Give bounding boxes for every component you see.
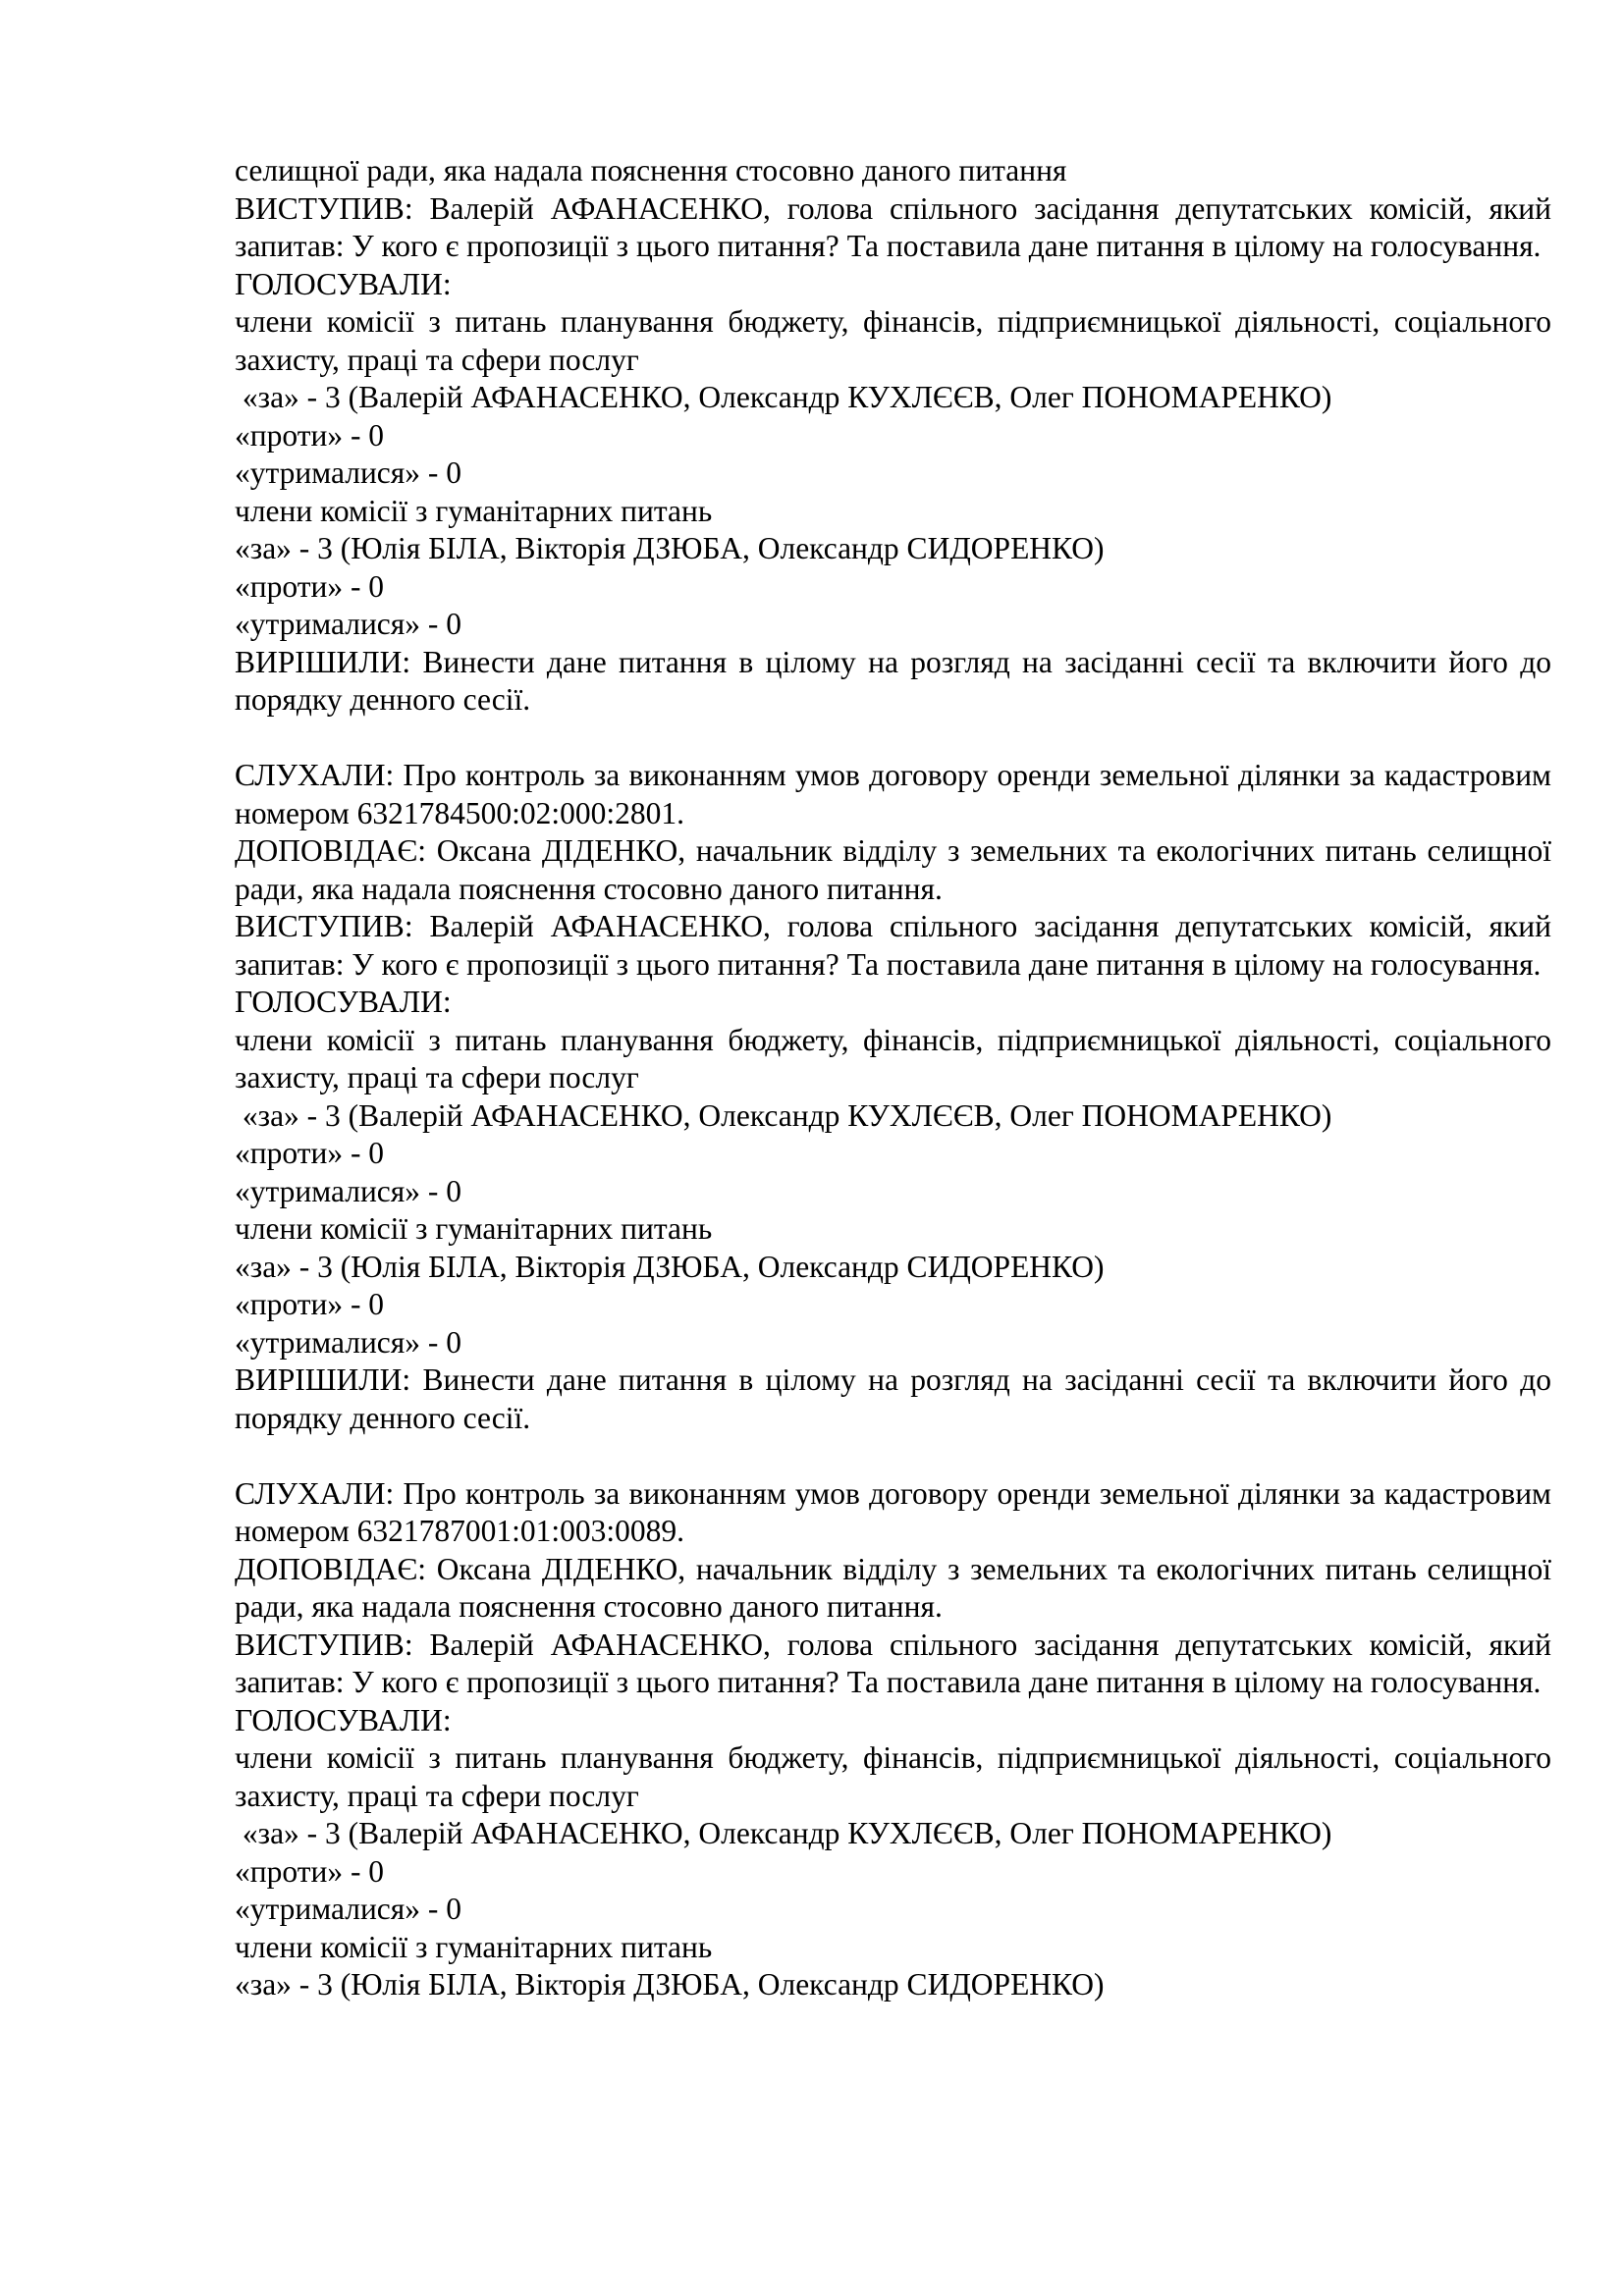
vote-for-line: «за» - 3 (Валерій АФАНАСЕНКО, Олександр КУХЛЄЄВ, Олег ПОНОМАРЕНКО)	[235, 380, 1332, 414]
paragraph-voted-heading: ГОЛОСУВАЛИ:	[235, 1702, 452, 1737]
agenda-item-continued	[235, 152, 1551, 720]
vote-for-line: «за» - 3 (Валерій АФАНАСЕНКО, Олександр КУХЛЄЄВ, Олег ПОНОМАРЕНКО)	[235, 1816, 1332, 1850]
paragraph-reporter: ДОПОВІДАЄ: Оксана ДІДЕНКО, начальник відділу з земельних та екологічних питань селищної ради, яка надала пояснення стосовно даного питання.	[235, 1551, 1551, 1624]
vote-against-line: «проти» - 0	[235, 417, 385, 453]
paragraph-speaker: ВИСТУПИВ: Валерій АФАНАСЕНКО, голова спільного засідання депутатських комісій, який запитав: У кого є пропозиції з цього питання? Та поставила дане питання в цілому на голосування.	[235, 909, 1551, 982]
document-body	[235, 152, 1551, 2004]
vote-abstain-line: «утрималися» - 0	[235, 455, 462, 490]
vote-against-line: «проти» - 0	[235, 1136, 385, 1170]
paragraph-budget-committee: члени комісії з питань планування бюджету, фінансів, підприємницької діяльності, соціального захисту, праці та сфери послуг	[235, 1740, 1551, 1813]
agenda-item	[235, 1475, 1551, 2004]
paragraph-budget-committee: члени комісії з питань планування бюджету, фінансів, підприємницької діяльності, соціального захисту, праці та сфери послуг	[235, 304, 1551, 377]
vote-for-line: «за» - 3 (Валерій АФАНАСЕНКО, Олександр КУХЛЄЄВ, Олег ПОНОМАРЕНКО)	[235, 1097, 1332, 1133]
paragraph-decision: ВИРІШИЛИ: Винести дане питання в цілому на розгляд на засіданні сесії та включити його до порядку денного сесії.	[235, 644, 1551, 717]
paragraph-budget-committee: члени комісії з питань планування бюджету, фінансів, підприємницької діяльності, соціального захисту, праці та сфери послуг	[235, 1022, 1551, 1095]
agenda-item	[235, 757, 1551, 1437]
paragraph-gap	[235, 1437, 1551, 1475]
vote-for-line: «за» - 3 (Юлія БІЛА, Вікторія ДЗЮБА, Олександр СИДОРЕНКО)	[235, 531, 1105, 565]
vote-abstain-line: «утрималися» - 0	[235, 607, 462, 641]
paragraph-continuation: селищної ради, яка надала пояснення стосовно даного питання	[235, 153, 1067, 187]
vote-for-line: «за» - 3 (Юлія БІЛА, Вікторія ДЗЮБА, Олександр СИДОРЕНКО)	[235, 1967, 1105, 2002]
vote-abstain-line: «утрималися» - 0	[235, 1173, 462, 1208]
paragraph-decision: ВИРІШИЛИ: Винести дане питання в цілому на розгляд на засіданні сесії та включити його до порядку денного сесії.	[235, 1362, 1551, 1435]
vote-abstain-line: «утрималися» - 0	[235, 1892, 462, 1926]
vote-against-line: «проти» - 0	[235, 1287, 385, 1321]
paragraph-heard: СЛУХАЛИ: Про контроль за виконанням умов договору оренди земельної ділянки за кадастровим номером 6321784500:02:000:2801.	[235, 758, 1551, 830]
paragraph-speaker: ВИСТУПИВ: Валерій АФАНАСЕНКО, голова спільного засідання депутатських комісій, який запитав: У кого є пропозиції з цього питання? Та поставила дане питання в цілому на голосування.	[235, 190, 1551, 263]
paragraph-humanitarian-committee: члени комісії з гуманітарних питань	[235, 1929, 713, 1964]
paragraph-speaker: ВИСТУПИВ: Валерій АФАНАСЕНКО, голова спільного засідання депутатських комісій, який запитав: У кого є пропозиції з цього питання? Та поставила дане питання в цілому на голосування.	[235, 1627, 1551, 1699]
paragraph-heard: СЛУХАЛИ: Про контроль за виконанням умов договору оренди земельної ділянки за кадастровим номером 6321787001:01:003:0089.	[235, 1475, 1551, 1548]
paragraph-humanitarian-committee: члени комісії з гуманітарних питань	[235, 493, 713, 528]
paragraph-voted-heading: ГОЛОСУВАЛИ:	[235, 266, 452, 301]
vote-for-line: «за» - 3 (Юлія БІЛА, Вікторія ДЗЮБА, Олександр СИДОРЕНКО)	[235, 1249, 1105, 1284]
paragraph-gap	[235, 720, 1551, 758]
paragraph-reporter: ДОПОВІДАЄ: Оксана ДІДЕНКО, начальник відділу з земельних та екологічних питань селищної ради, яка надала пояснення стосовно даного питання.	[235, 833, 1551, 906]
vote-abstain-line: «утрималися» - 0	[235, 1324, 462, 1360]
paragraph-voted-heading: ГОЛОСУВАЛИ:	[235, 985, 452, 1019]
vote-against-line: «проти» - 0	[235, 568, 385, 604]
paragraph-humanitarian-committee: члени комісії з гуманітарних питань	[235, 1211, 713, 1246]
vote-against-line: «проти» - 0	[235, 1853, 385, 1889]
